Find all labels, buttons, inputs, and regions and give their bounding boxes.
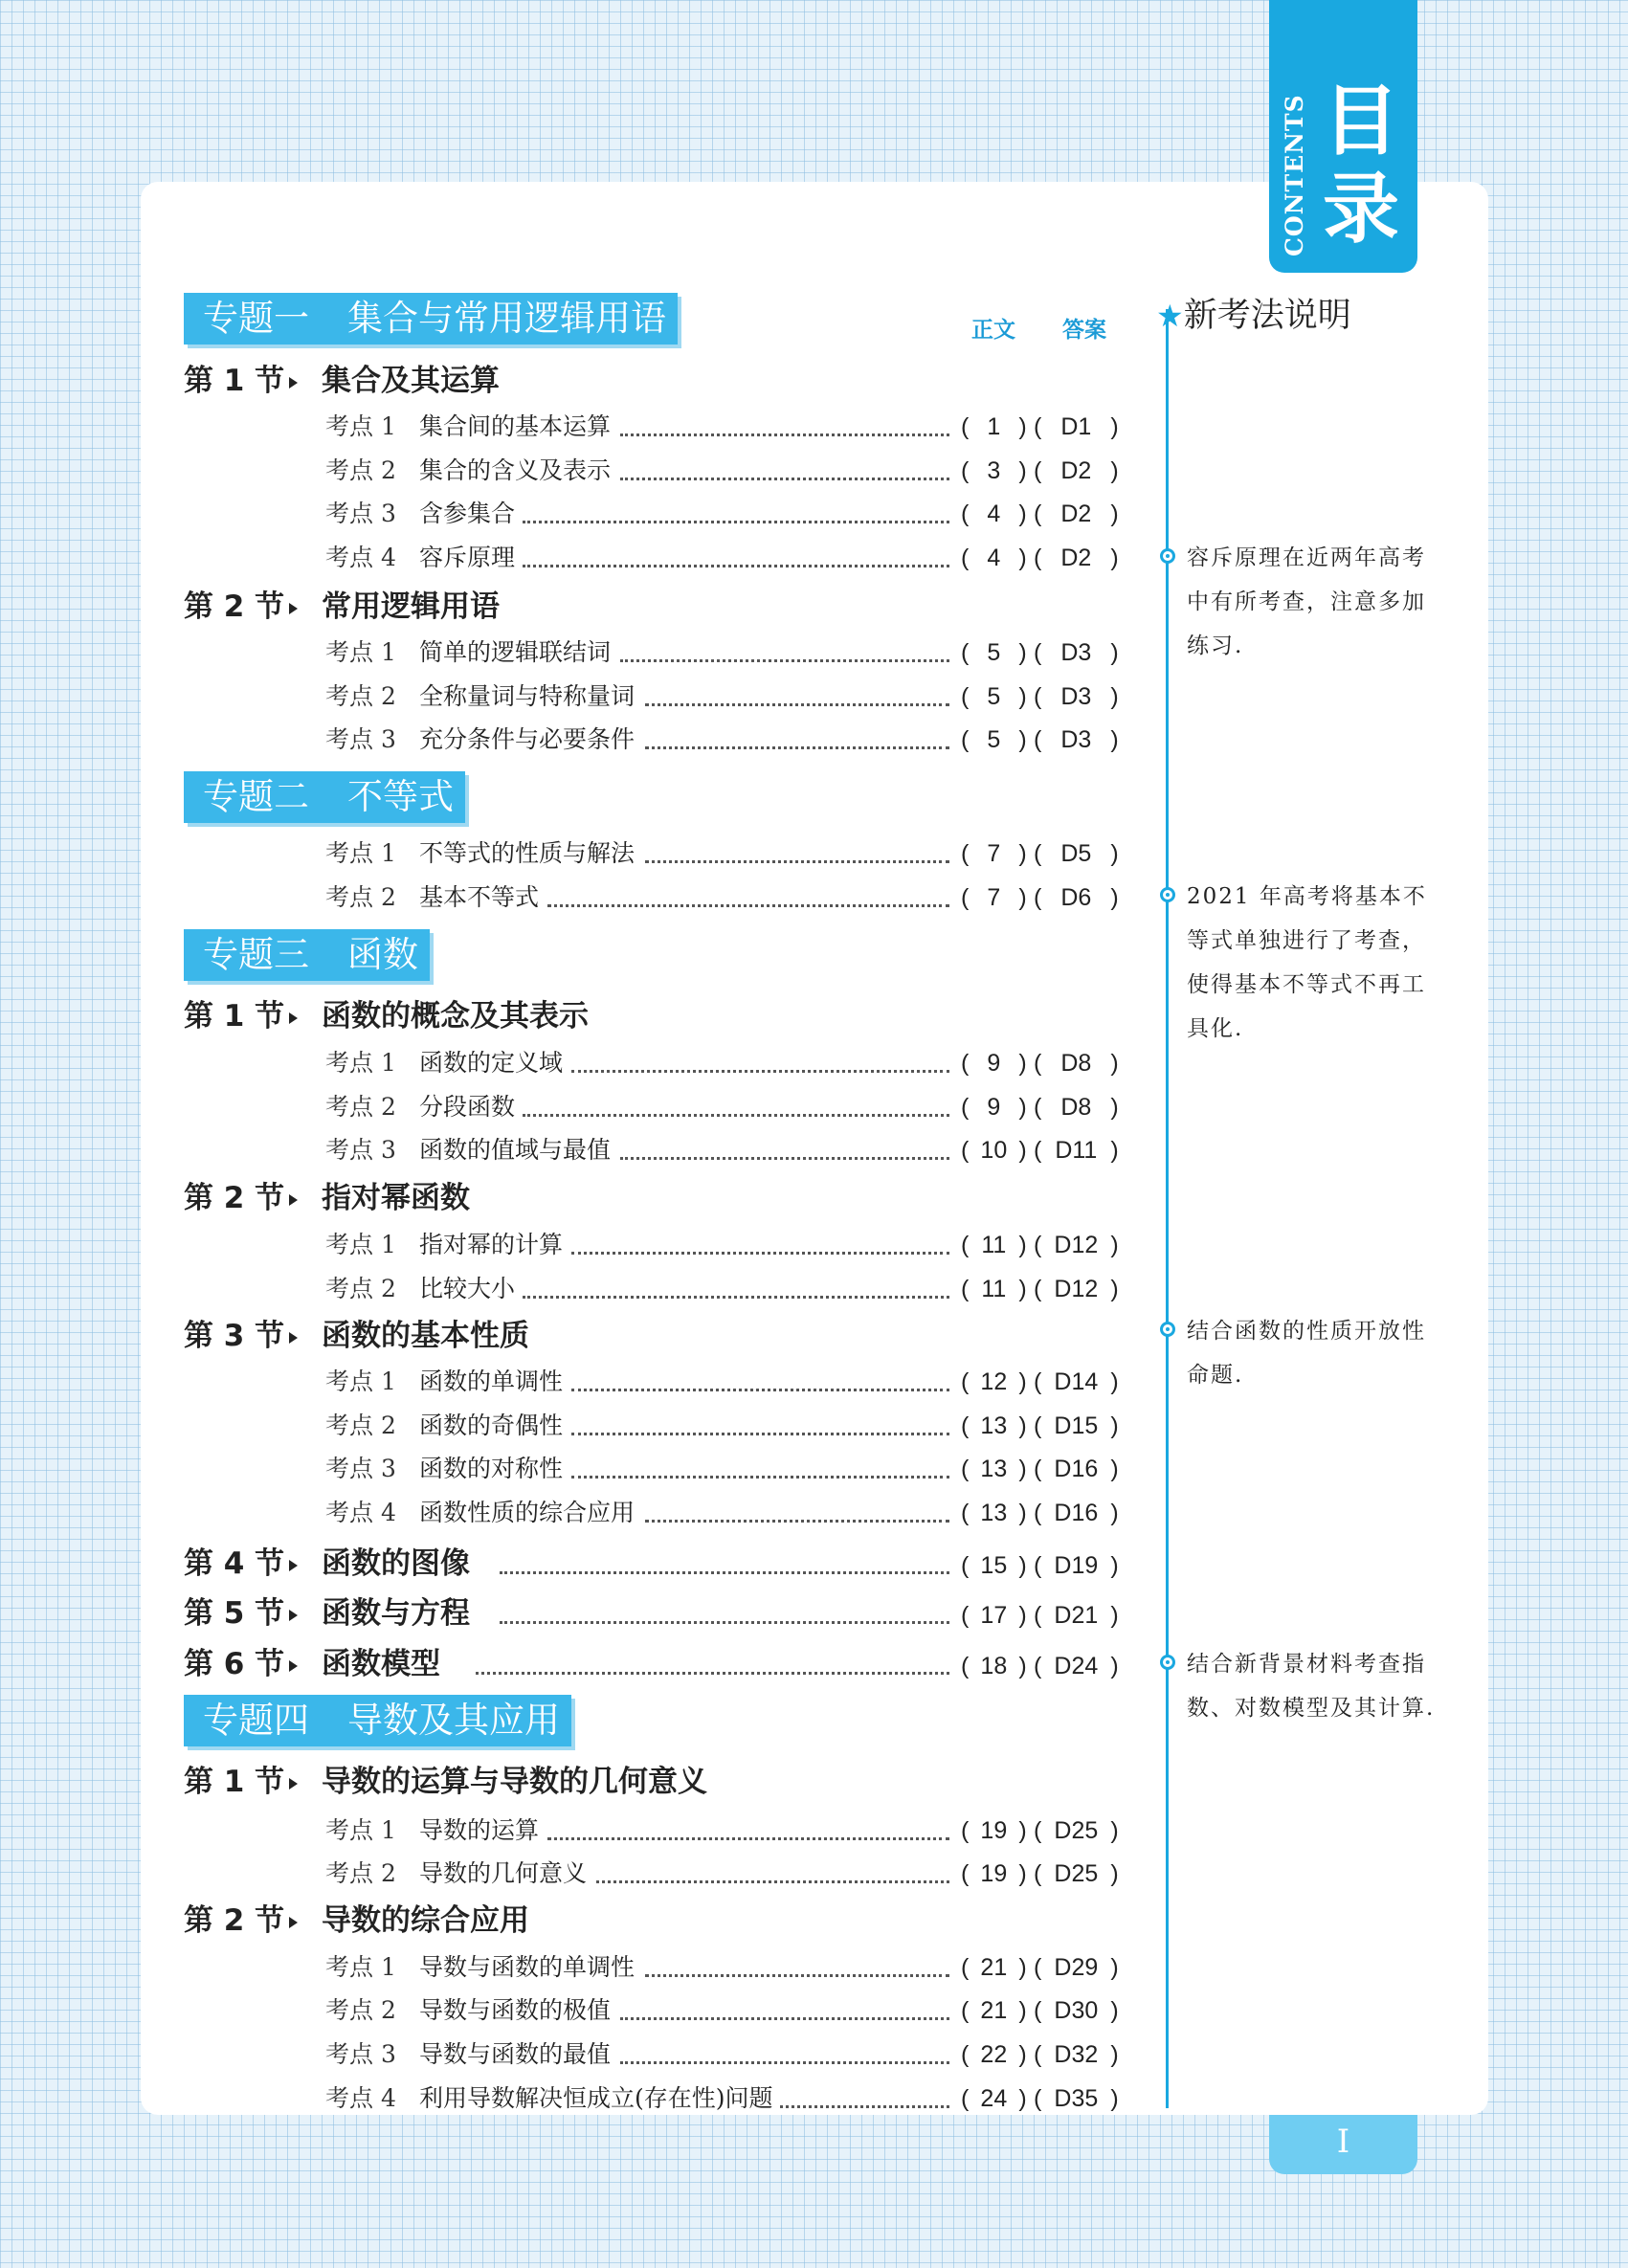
answer-ref[interactable]: ( D14 ): [1034, 1363, 1119, 1401]
section-row[interactable]: [184, 1315, 1141, 1357]
dot-leader: [620, 478, 949, 480]
contents-title-char-2: 录: [1323, 164, 1399, 254]
topic-title: 不等式: [347, 776, 454, 817]
page-ref[interactable]: ( 13 ): [961, 1494, 1027, 1532]
page-ref[interactable]: ( 21 ): [961, 1948, 1027, 1987]
toc-entry[interactable]: [325, 1088, 1131, 1126]
section-title: 集合及其运算: [322, 364, 500, 398]
entry-title: 函数的奇偶性: [419, 1412, 564, 1439]
entry-label: 考点 2: [325, 1412, 396, 1439]
page-number: I: [1269, 2115, 1417, 2174]
toc-entry[interactable]: [325, 634, 1131, 672]
topic-title: 导数及其应用: [347, 1700, 560, 1741]
answer-ref[interactable]: ( D25 ): [1034, 1812, 1119, 1850]
answer-ref[interactable]: ( D6 ): [1034, 878, 1119, 917]
answer-ref[interactable]: ( D2 ): [1034, 495, 1119, 533]
topic-banner[interactable]: [184, 929, 430, 981]
dot-leader: [523, 521, 949, 523]
section-row[interactable]: [184, 1177, 1141, 1219]
sidebar-note: [1156, 536, 1443, 668]
page-number-answer: D35: [1054, 2085, 1099, 2112]
page-number-answer: D15: [1054, 1412, 1099, 1439]
page-ref[interactable]: ( 7 ): [961, 834, 1027, 873]
topic-banner[interactable]: [184, 1695, 571, 1746]
page-ref[interactable]: ( 4 ): [961, 539, 1027, 577]
answer-ref[interactable]: ( D2 ): [1034, 539, 1119, 577]
answer-ref[interactable]: ( D16 ): [1034, 1450, 1119, 1488]
page-number-answer: D21: [1054, 1602, 1099, 1629]
page-number-main: 5: [987, 683, 1001, 710]
dot-leader: [780, 2105, 949, 2108]
toc-entry[interactable]: [325, 1991, 1131, 2030]
bullet-icon: [1160, 1655, 1175, 1670]
section-number: 第 5 节: [184, 1596, 285, 1631]
entry-title: 函数的单调性: [419, 1367, 564, 1395]
page-ref[interactable]: ( 12 ): [961, 1363, 1027, 1401]
entry-title: 导数的运算: [419, 1816, 540, 1844]
sidebar-note-text: 2021 年高考将基本不等式单独进行了考查，使得基本不等式不再工具化.: [1187, 884, 1427, 1041]
answer-ref[interactable]: ( D8 ): [1034, 1088, 1119, 1126]
entry-label: 考点 1: [325, 1367, 396, 1395]
star-icon: ★: [1156, 298, 1184, 334]
page-ref[interactable]: ( 13 ): [961, 1450, 1027, 1488]
topic-title: 函数: [347, 934, 418, 975]
entry-title: 充分条件与必要条件: [419, 725, 636, 753]
triangle-icon: [289, 1012, 299, 1022]
toc-entry[interactable]: [325, 1363, 1131, 1401]
entry-label: 考点 3: [325, 725, 396, 753]
dot-leader: [547, 1837, 950, 1840]
triangle-icon: [289, 1917, 299, 1926]
entry-label: 考点 1: [325, 1231, 396, 1258]
page-ref[interactable]: ( 11 ): [961, 1226, 1027, 1264]
page-number-answer: D3: [1060, 683, 1092, 710]
page-number-main: 21: [980, 1997, 1008, 2024]
entry-title: 分段函数: [419, 1093, 516, 1121]
topic-banner[interactable]: [184, 771, 465, 823]
entry-title: 全称量词与特称量词: [419, 682, 636, 710]
toc-entry[interactable]: [325, 678, 1131, 716]
contents-tab: [1269, 0, 1417, 273]
dot-leader: [620, 2017, 949, 2020]
triangle-icon: [289, 1610, 299, 1619]
page-number-main: 4: [987, 545, 1001, 571]
entry-title: 函数的对称性: [419, 1455, 564, 1482]
page-number-main: 7: [987, 840, 1001, 867]
dot-leader: [500, 1621, 949, 1624]
page-number-main: 11: [981, 1232, 1007, 1258]
page-number-main: 11: [981, 1276, 1007, 1302]
toc-entry[interactable]: [325, 834, 1131, 873]
page-ref[interactable]: ( 19 ): [961, 1855, 1027, 1893]
page-ref[interactable]: ( 17 ): [961, 1594, 1027, 1636]
page-number-main: 22: [980, 2041, 1008, 2068]
page-number-answer: D19: [1054, 1552, 1099, 1579]
page-ref[interactable]: ( 21 ): [961, 1991, 1027, 2030]
dot-leader: [571, 1433, 949, 1435]
page-number-main: 13: [980, 1500, 1008, 1526]
section-number: 第 1 节: [184, 1765, 285, 1799]
entry-label: 考点 3: [325, 1136, 396, 1164]
answer-ref[interactable]: ( D12 ): [1034, 1270, 1119, 1308]
sidebar-heading-text: 新考法说明: [1183, 297, 1351, 335]
page-number-main: 24: [980, 2085, 1008, 2112]
page-ref[interactable]: ( 10 ): [961, 1131, 1027, 1169]
toc-entry[interactable]: [325, 452, 1131, 490]
entry-title: 函数性质的综合应用: [419, 1499, 636, 1526]
dot-leader: [645, 746, 950, 749]
page-number-main: 18: [980, 1653, 1008, 1679]
entry-title: 函数的定义域: [419, 1049, 564, 1077]
page-ref[interactable]: ( 9 ): [961, 1088, 1027, 1126]
entry-label: 考点 1: [325, 1953, 396, 1981]
page-ref[interactable]: ( 9 ): [961, 1044, 1027, 1082]
entry-label: 考点 1: [325, 839, 396, 867]
entry-title: 利用导数解决恒成立(存在性)问题: [419, 2084, 773, 2112]
section-title: 常用逻辑用语: [322, 589, 500, 624]
entry-label: 考点 3: [325, 2040, 396, 2068]
entry-title: 简单的逻辑联结词: [419, 638, 612, 666]
toc-entry[interactable]: [325, 1450, 1131, 1488]
section-title: 导数的综合应用: [322, 1903, 529, 1938]
answer-ref[interactable]: ( D3 ): [1034, 721, 1119, 759]
toc-entry[interactable]: [325, 1494, 1131, 1532]
page-ref[interactable]: ( 19 ): [961, 1812, 1027, 1850]
answer-ref[interactable]: ( D25 ): [1034, 1855, 1119, 1893]
entry-title: 导数与函数的最值: [419, 2040, 612, 2068]
entry-label: 考点 2: [325, 1859, 396, 1887]
dot-leader: [523, 1114, 949, 1117]
page-number-answer: D5: [1060, 840, 1092, 867]
dot-leader: [571, 1252, 949, 1255]
entry-title: 容斥原理: [419, 544, 516, 571]
page-ref[interactable]: ( 5 ): [961, 721, 1027, 759]
page-number-main: 19: [980, 1860, 1008, 1887]
answer-ref[interactable]: ( D12 ): [1034, 1226, 1119, 1264]
topic-label: 专题四: [203, 1700, 309, 1741]
toc-entry[interactable]: [325, 1270, 1131, 1308]
section-row[interactable]: [184, 1761, 1141, 1803]
page-number-main: 15: [980, 1552, 1008, 1579]
toc-entry[interactable]: [325, 1855, 1131, 1893]
entry-label: 考点 1: [325, 638, 396, 666]
contents-title-char-1: 目: [1323, 76, 1399, 166]
entry-title: 函数的值域与最值: [419, 1136, 612, 1164]
page-ref[interactable]: ( 1 ): [961, 408, 1027, 446]
section-row[interactable]: [184, 1543, 1141, 1585]
triangle-icon: [289, 377, 299, 387]
bullet-icon: [1160, 887, 1175, 902]
page-ref[interactable]: ( 5 ): [961, 634, 1027, 672]
section-number: 第 2 节: [184, 589, 285, 624]
dot-leader: [547, 904, 950, 907]
section-title: 函数与方程: [322, 1596, 470, 1631]
dot-leader: [476, 1672, 949, 1675]
page-number-answer: D24: [1054, 1653, 1099, 1679]
entry-label: 考点 2: [325, 1275, 396, 1302]
topic-title: 集合与常用逻辑用语: [347, 298, 666, 339]
page-number-answer: D30: [1054, 1997, 1099, 2024]
section-number: 第 1 节: [184, 364, 285, 398]
page-number-main: 17: [980, 1602, 1008, 1629]
answer-ref[interactable]: ( D5 ): [1034, 834, 1119, 873]
section-title: 函数的概念及其表示: [322, 999, 589, 1034]
toc-entry[interactable]: [325, 408, 1131, 446]
section-number: 第 6 节: [184, 1647, 285, 1681]
page-number-main: 9: [987, 1094, 1001, 1121]
section-row[interactable]: [184, 1900, 1141, 1942]
page-number-answer: D6: [1060, 884, 1092, 911]
section-row[interactable]: [184, 1643, 1141, 1685]
page-number-main: 1: [987, 413, 1001, 440]
answer-ref[interactable]: ( D30 ): [1034, 1991, 1119, 2030]
entry-title: 指对幂的计算: [419, 1231, 564, 1258]
entry-label: 考点 1: [325, 1816, 396, 1844]
entry-label: 考点 4: [325, 1499, 396, 1526]
answer-ref[interactable]: ( D8 ): [1034, 1044, 1119, 1082]
toc-entry[interactable]: [325, 2079, 1131, 2118]
page-number-answer: D16: [1054, 1456, 1099, 1482]
dot-leader: [620, 659, 949, 662]
sidebar-note-text: 结合函数的性质开放性命题.: [1187, 1319, 1426, 1388]
page-number-answer: D11: [1055, 1137, 1098, 1164]
section-row[interactable]: [184, 995, 1141, 1037]
page-ref[interactable]: ( 24 ): [961, 2079, 1027, 2118]
toc-entry[interactable]: [325, 1131, 1131, 1169]
toc-entry[interactable]: [325, 1226, 1131, 1264]
section-title: 函数模型: [322, 1647, 440, 1681]
answer-ref[interactable]: ( D21 ): [1034, 1594, 1119, 1636]
triangle-icon: [289, 1194, 299, 1204]
page-number-answer: D16: [1054, 1500, 1099, 1526]
topic-label: 专题一: [203, 298, 309, 339]
entry-title: 集合的含义及表示: [419, 456, 612, 484]
bullet-icon: [1160, 1322, 1175, 1337]
section-row[interactable]: [184, 360, 1141, 402]
page-number-answer: D14: [1054, 1368, 1099, 1395]
page-number-answer: D8: [1060, 1094, 1092, 1121]
answer-ref[interactable]: ( D32 ): [1034, 2035, 1119, 2074]
sidebar-note: [1156, 1642, 1443, 1730]
section-title: 指对幂函数: [322, 1181, 470, 1215]
page-number-main: 19: [980, 1817, 1008, 1844]
page-number-answer: D3: [1060, 639, 1092, 666]
entry-title: 比较大小: [419, 1275, 516, 1302]
dot-leader: [571, 1476, 949, 1479]
entry-label: 考点 4: [325, 544, 396, 571]
sidebar-note: [1156, 875, 1443, 1051]
column-header-answer: 答案: [1062, 318, 1106, 343]
page-number-main: 21: [980, 1954, 1008, 1981]
page-ref[interactable]: ( 5 ): [961, 678, 1027, 716]
triangle-icon: [289, 1778, 299, 1788]
page-number-main: 7: [987, 884, 1001, 911]
triangle-icon: [289, 1660, 299, 1670]
page-number-main: 12: [980, 1368, 1008, 1395]
dot-leader: [645, 1974, 950, 1977]
entry-label: 考点 4: [325, 2084, 396, 2112]
page-number-answer: D2: [1060, 457, 1092, 484]
toc-entry[interactable]: [325, 1044, 1131, 1082]
section-number: 第 3 节: [184, 1319, 285, 1353]
toc-entry[interactable]: [325, 539, 1131, 577]
page-ref[interactable]: ( 13 ): [961, 1407, 1027, 1445]
answer-ref[interactable]: ( D19 ): [1034, 1545, 1119, 1587]
entry-label: 考点 1: [325, 412, 396, 440]
answer-ref[interactable]: ( D3 ): [1034, 678, 1119, 716]
toc-entry[interactable]: [325, 721, 1131, 759]
sidebar-note-text: 结合新背景材料考查指数、对数模型及其计算.: [1187, 1652, 1436, 1721]
column-header-main: 正文: [971, 318, 1015, 343]
entry-title: 含参集合: [419, 500, 516, 527]
answer-ref[interactable]: ( D24 ): [1034, 1645, 1119, 1687]
page-number-main: 3: [987, 457, 1001, 484]
answer-ref[interactable]: ( D16 ): [1034, 1494, 1119, 1532]
page-number-answer: D32: [1054, 2041, 1099, 2068]
page-number-answer: D2: [1060, 545, 1092, 571]
page-number-main: 5: [987, 639, 1001, 666]
page-number-answer: D25: [1054, 1860, 1099, 1887]
page-number-answer: D1: [1060, 413, 1092, 440]
triangle-icon: [289, 1560, 299, 1569]
dot-leader: [645, 1520, 950, 1523]
page-number-answer: D25: [1054, 1817, 1099, 1844]
section-title: 导数的运算与导数的几何意义: [322, 1765, 707, 1799]
page-ref[interactable]: ( 3 ): [961, 452, 1027, 490]
dot-leader: [645, 703, 950, 706]
entry-title: 导数的几何意义: [419, 1859, 588, 1887]
entry-label: 考点 2: [325, 883, 396, 911]
entry-label: 考点 1: [325, 1049, 396, 1077]
toc-entry[interactable]: [325, 1948, 1131, 1987]
topic-label: 专题二: [203, 776, 309, 817]
page-ref[interactable]: ( 7 ): [961, 878, 1027, 917]
toc-entry[interactable]: [325, 2035, 1131, 2074]
page-number-main: 9: [987, 1050, 1001, 1077]
page-ref[interactable]: ( 22 ): [961, 2035, 1027, 2074]
toc-entry[interactable]: [325, 1812, 1131, 1850]
entry-label: 考点 3: [325, 1455, 396, 1482]
dot-leader: [571, 1070, 949, 1073]
topic-banner[interactable]: [184, 293, 678, 345]
section-number: 第 2 节: [184, 1903, 285, 1938]
dot-leader: [620, 1157, 949, 1160]
dot-leader: [645, 860, 950, 863]
dot-leader: [620, 2061, 949, 2064]
answer-ref[interactable]: ( D2 ): [1034, 452, 1119, 490]
contents-title: [1323, 77, 1399, 253]
entry-label: 考点 2: [325, 682, 396, 710]
entry-title: 集合间的基本运算: [419, 412, 612, 440]
page-number-answer: D2: [1060, 500, 1092, 527]
dot-leader: [500, 1571, 949, 1574]
answer-ref[interactable]: ( D11 ): [1034, 1131, 1119, 1169]
page-number-main: 5: [987, 726, 1001, 753]
dot-leader: [523, 565, 949, 567]
contents-title-en: CONTENTS: [1281, 94, 1308, 256]
toc-entry[interactable]: [325, 1407, 1131, 1445]
page-number-answer: D3: [1060, 726, 1092, 753]
sidebar-heading: [1156, 289, 1351, 337]
entry-title: 基本不等式: [419, 883, 540, 911]
toc-entry[interactable]: [325, 878, 1131, 917]
entry-label: 考点 2: [325, 1996, 396, 2024]
page-ref[interactable]: ( 18 ): [961, 1645, 1027, 1687]
triangle-icon: [289, 603, 299, 612]
answer-ref[interactable]: ( D1 ): [1034, 408, 1119, 446]
answer-ref[interactable]: ( D3 ): [1034, 634, 1119, 672]
entry-label: 考点 2: [325, 1093, 396, 1121]
answer-ref[interactable]: ( D29 ): [1034, 1948, 1119, 1987]
toc-entry[interactable]: [325, 495, 1131, 533]
entry-title: 不等式的性质与解法: [419, 839, 636, 867]
page-ref[interactable]: ( 11 ): [961, 1270, 1027, 1308]
dot-leader: [523, 1296, 949, 1299]
entry-title: 导数与函数的极值: [419, 1996, 612, 2024]
answer-ref[interactable]: ( D15 ): [1034, 1407, 1119, 1445]
page-number-main: 13: [980, 1412, 1008, 1439]
entry-title: 导数与函数的单调性: [419, 1953, 636, 1981]
page-number-answer: D8: [1060, 1050, 1092, 1077]
section-title: 函数的图像: [322, 1546, 470, 1581]
answer-ref[interactable]: ( D35 ): [1034, 2079, 1119, 2118]
triangle-icon: [289, 1332, 299, 1342]
sidebar-note-text: 容斥原理在近两年高考中有所考查，注意多加练习.: [1187, 545, 1426, 658]
page-ref[interactable]: ( 4 ): [961, 495, 1027, 533]
section-number: 第 2 节: [184, 1181, 285, 1215]
page-number-main: 4: [987, 500, 1001, 527]
dot-leader: [620, 434, 949, 436]
bullet-icon: [1160, 548, 1175, 564]
page-number-answer: D12: [1054, 1232, 1099, 1258]
section-number: 第 1 节: [184, 999, 285, 1034]
page-ref[interactable]: ( 15 ): [961, 1545, 1027, 1587]
entry-label: 考点 3: [325, 500, 396, 527]
section-title: 函数的基本性质: [322, 1319, 529, 1353]
page-number-answer: D29: [1054, 1954, 1099, 1981]
section-number: 第 4 节: [184, 1546, 285, 1581]
dot-leader: [596, 1880, 950, 1883]
page-number-main: 13: [980, 1456, 1008, 1482]
entry-label: 考点 2: [325, 456, 396, 484]
page-number-answer: D12: [1054, 1276, 1099, 1302]
dot-leader: [571, 1389, 949, 1391]
sidebar-note: [1156, 1309, 1443, 1397]
page-number-main: 10: [980, 1137, 1008, 1164]
topic-label: 专题三: [203, 934, 309, 975]
section-row[interactable]: [184, 586, 1141, 628]
section-row[interactable]: [184, 1592, 1141, 1634]
